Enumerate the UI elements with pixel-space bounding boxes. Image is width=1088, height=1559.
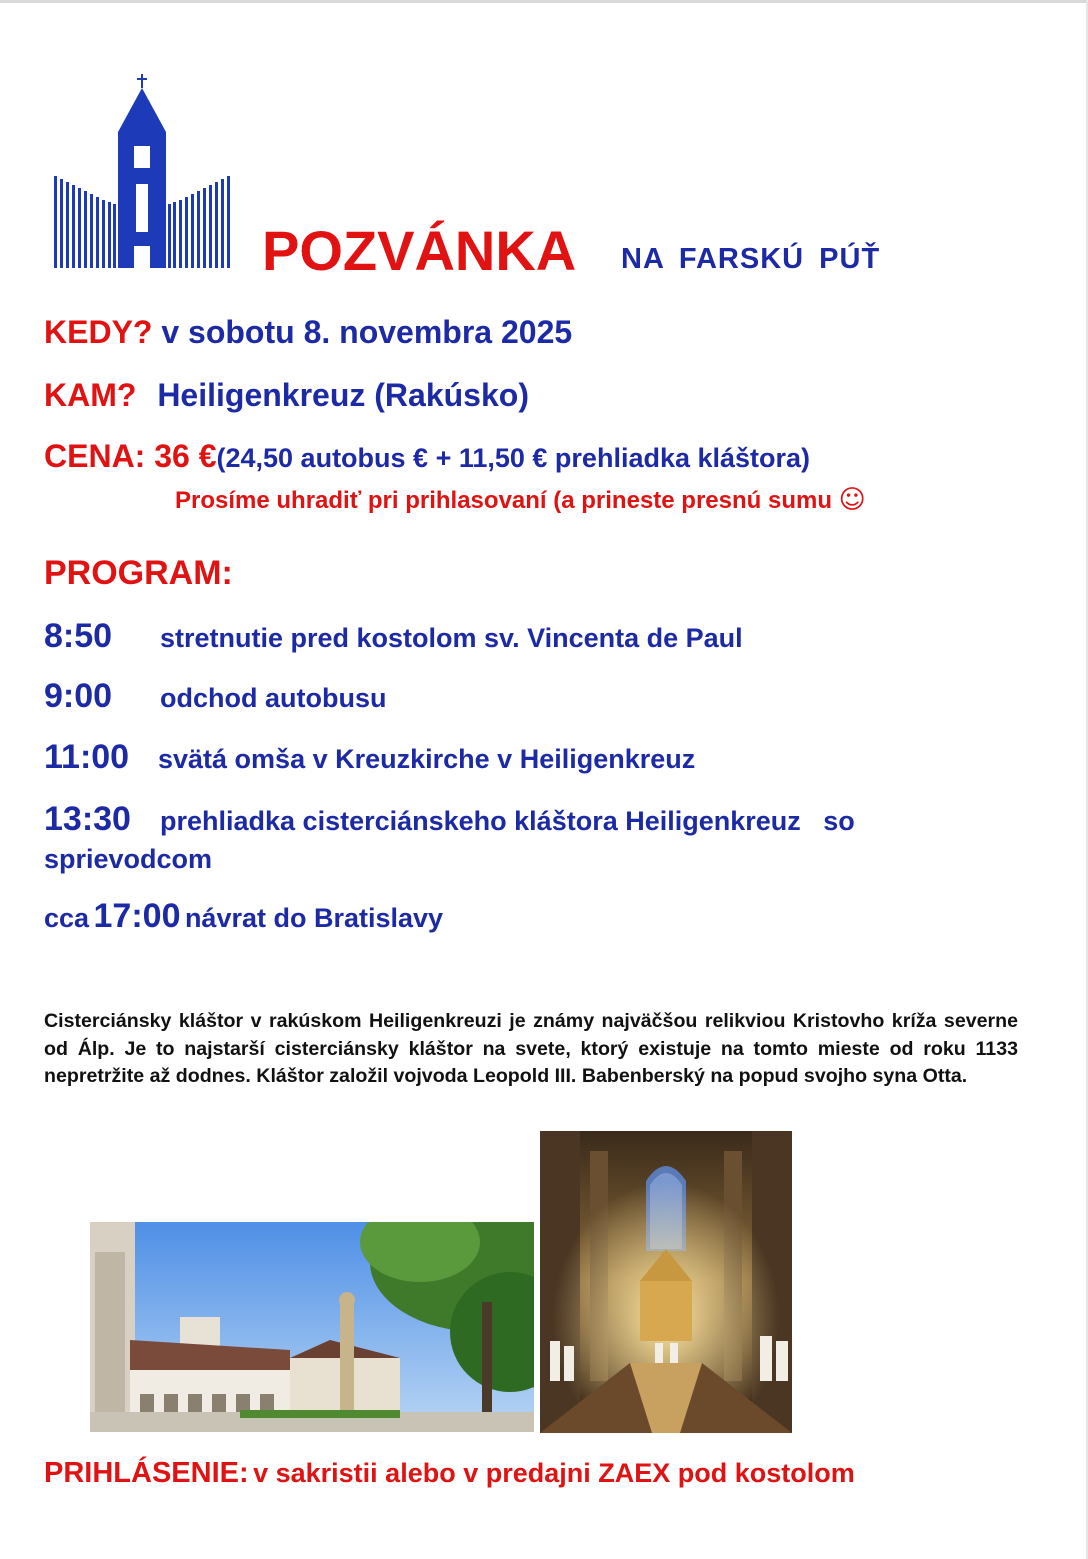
- church-logo-icon: [52, 72, 234, 268]
- page-title: POZVÁNKA: [262, 219, 577, 282]
- price-label: CENA:: [44, 438, 146, 474]
- program-heading: PROGRAM:: [44, 554, 233, 592]
- program-text: odchod autobusu: [160, 683, 387, 713]
- program-item: [44, 894, 443, 945]
- program-time: 13:30: [44, 800, 131, 838]
- program-time: 9:00: [44, 677, 113, 715]
- price-breakdown: (24,50 autobus € + 11,50 € prehliadka kláštora): [216, 443, 811, 473]
- registration-line: [44, 1455, 855, 1496]
- program-text: stretnutie pred kostolom sv. Vincenta de Paul: [160, 623, 743, 653]
- where-line: [44, 375, 529, 415]
- program-item: [44, 674, 386, 725]
- program-text: prehliadka cisterciánskeho kláštora Heiligenkreuz so: [160, 806, 855, 836]
- price-line: [44, 436, 810, 478]
- program-text: svätá omša v Kreuzkirche v Heiligenkreuz: [158, 744, 696, 774]
- courtyard-photo-image: [90, 1222, 534, 1432]
- church-interior-photo: [540, 1131, 792, 1433]
- smiley-icon: ☺: [838, 485, 866, 515]
- when-label: KEDY?: [44, 314, 153, 350]
- where-value: Heiligenkreuz (Rakúsko): [157, 377, 529, 413]
- church-interior-photo-image: [540, 1131, 792, 1433]
- program-item: [44, 614, 743, 665]
- program-time: 8:50: [44, 617, 113, 655]
- program-prefix: cca: [44, 903, 90, 933]
- program-time: 17:00: [93, 897, 181, 935]
- where-label: KAM?: [44, 377, 137, 413]
- program-time: 11:00: [44, 738, 130, 776]
- price-value: 36 €: [154, 438, 217, 474]
- program-text: návrat do Bratislavy: [184, 903, 444, 933]
- payment-note: [175, 484, 866, 517]
- top-border: [0, 0, 1088, 3]
- program-text-continued: sprievodcom: [44, 844, 213, 874]
- program-item: [44, 735, 695, 786]
- monastery-description: Cisterciánsky kláštor v rakúskom Heiligenkreuzi je známy najväčšou relikviou Kristovho kríža severne od Álp. Je to najstarší cisterciánsky kláštor na svete, ktorý existuje na tomto mieste od roku 1133 nepretržite až dodnes. Kláštor založil vojvoda Leopold III. Babenberský na popud svojho syna Otta.: [44, 1010, 1018, 1087]
- registration-label: PRIHLÁSENIE:: [44, 1457, 249, 1489]
- when-line: [44, 312, 572, 352]
- registration-text: v sakristii alebo v predajni ZAEX pod kostolom: [253, 1458, 855, 1488]
- courtyard-photo: [90, 1222, 534, 1432]
- payment-note-text: Prosíme uhradiť pri prihlasovaní (a prineste presnú sumu: [175, 487, 832, 514]
- when-value: v sobotu 8. novembra 2025: [161, 314, 573, 350]
- page-subtitle: NA FARSKÚ PÚŤ: [621, 243, 881, 275]
